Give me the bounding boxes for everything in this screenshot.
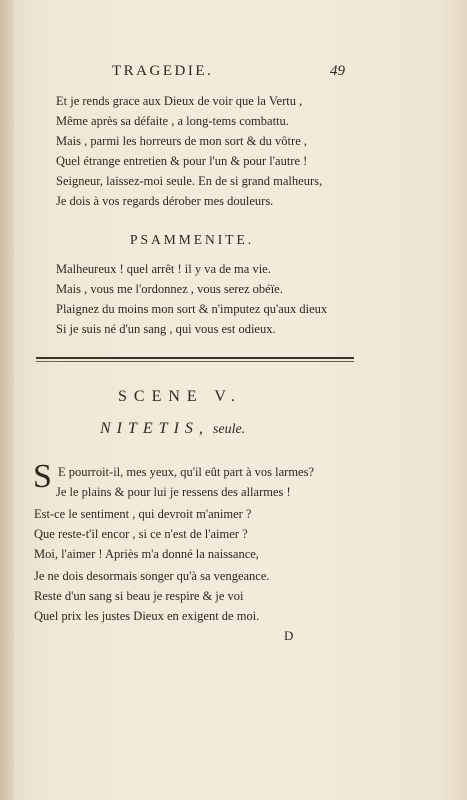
verse-line: Que reste-t'il encor , si ce n'est de l'aimer ? [34,527,248,541]
verse-line: Et je rends grace aux Dieux de voir que la Vertu , [56,94,303,108]
section-rule-thin [36,361,354,362]
verse-line: Je ne dois desormais songer qu'à sa vengeance. [34,569,270,583]
verse-line: Même après sa défaite , a long-tems combattu. [56,114,289,128]
verse-line: Si je suis né d'un sang , qui vous est odieux. [56,322,276,336]
verse-line: Reste d'un sang si beau je respire & je voi [34,589,244,603]
page-number: 49 [330,63,345,79]
running-title: TRAGEDIE. [112,63,214,79]
dropcap-letter: S [33,458,52,495]
verse-line: Malheureux ! quel arrêt ! il y va de ma vie. [56,262,271,276]
verse-line: Est-ce le sentiment , qui devroit m'animer ? [34,507,252,521]
stage-direction: seule. [212,422,246,437]
verse-line: Je dois à vos regards dérober mes douleurs. [56,194,274,208]
character-heading [100,420,245,438]
verse-line: Seigneur, laissez-moi seule. En de si grand malheurs, [56,174,323,188]
speaker-name: PSAMMENITE. [130,232,255,247]
verse-line: Quel prix les justes Dieux en exigent de moi. [34,609,260,623]
verse-line: Moi, l'aimer ! Apriès m'a donné la naissance, [34,547,259,561]
page-gutter [0,0,14,800]
scene-heading: SCENE V. [118,388,242,405]
verse-line: E pourroit-il, mes yeux, qu'il eût part à vos larmes? [58,465,315,479]
catchword: D [284,628,294,643]
section-rule [36,357,354,359]
verse-line: Mais , vous me l'ordonnez , vous serez obéïe. [56,282,283,296]
page-header [112,63,352,85]
verse-line: Mais , parmi les horreurs de mon sort & du vôtre , [56,134,307,148]
verse-line: Plaignez du moins mon sort & n'imputez qu'aux dieux [56,302,328,316]
verse-line: Je le plains & pour lui je ressens des allarmes ! [56,485,291,499]
character-name: NITETIS, [100,420,209,437]
verse-line: Quel étrange entretien & pour l'un & pour l'autre ! [56,154,308,168]
